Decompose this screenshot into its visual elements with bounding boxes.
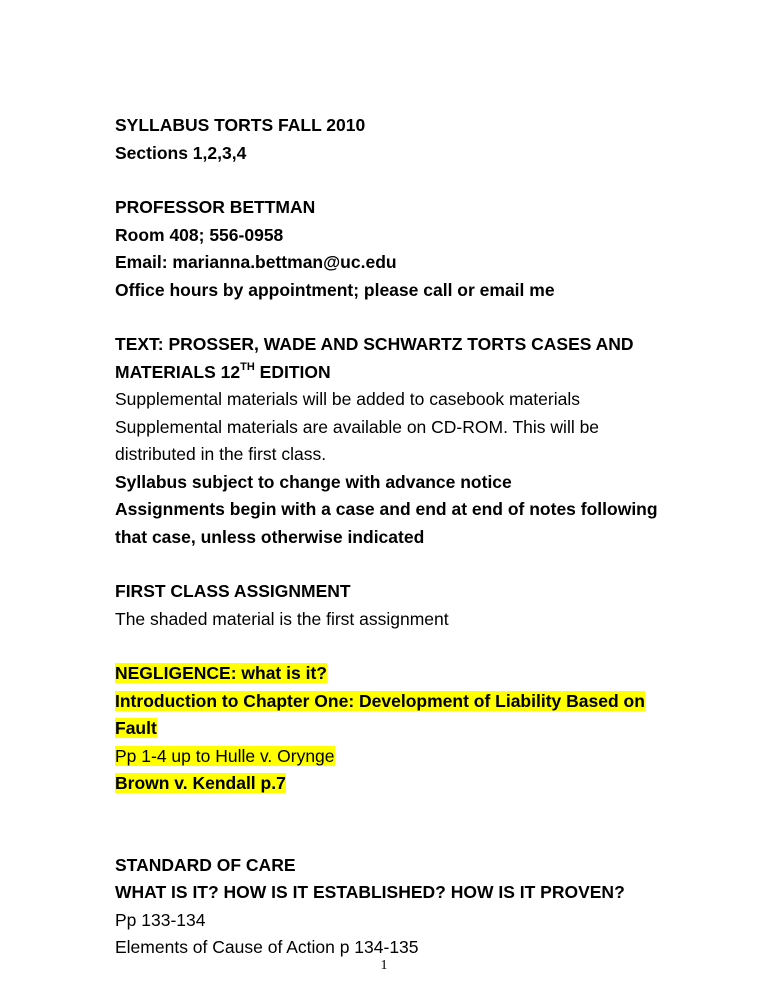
professor-room: Room 408; 556-0958 bbox=[115, 224, 284, 245]
first-class-heading: FIRST CLASS ASSIGNMENT bbox=[115, 581, 351, 601]
professor-name: PROFESSOR BETTMAN bbox=[115, 197, 316, 217]
textbook-edition-suffix: TH bbox=[240, 360, 255, 373]
textbook-line-2 bbox=[115, 359, 675, 387]
syllabus-page bbox=[115, 112, 675, 962]
standard-of-care-pages: Pp 133-134 bbox=[115, 909, 206, 930]
syllabus-title: SYLLABUS TORTS FALL 2010 bbox=[115, 115, 366, 135]
negligence-intro-text: Introduction to Chapter One: Development of Liability Based on Fault bbox=[115, 690, 645, 738]
office-hours: Office hours by appointment; please call or email me bbox=[115, 279, 555, 300]
negligence-case-text: Brown v. Kendall p.7 bbox=[115, 773, 286, 793]
change-notice: Syllabus subject to change with advance notice bbox=[115, 471, 512, 492]
textbook-edition-number: MATERIALS 12 bbox=[115, 361, 241, 382]
negligence-heading bbox=[115, 660, 675, 688]
standard-of-care-questions: WHAT IS IT? HOW IS IT ESTABLISHED? HOW IS IT PROVEN? bbox=[115, 882, 625, 902]
textbook-edition-word: EDITION bbox=[254, 361, 331, 382]
elements-of-cause: Elements of Cause of Action p 134-135 bbox=[115, 937, 419, 957]
textbook-line-1: TEXT: PROSSER, WADE AND SCHWARTZ TORTS CASES AND bbox=[115, 334, 634, 354]
supplemental-note-1: Supplemental materials will be added to casebook materials bbox=[115, 389, 580, 409]
negligence-pages bbox=[115, 743, 675, 771]
first-class-note: The shaded material is the first assignment bbox=[115, 608, 449, 629]
page-number: 1 bbox=[380, 958, 388, 973]
professor-email: Email: marianna.bettman@uc.edu bbox=[115, 252, 397, 272]
supplemental-note-2: Supplemental materials are available on CD-ROM. This will be distributed in the first class. bbox=[115, 416, 600, 464]
sections-line: Sections 1,2,3,4 bbox=[115, 142, 247, 163]
standard-of-care-heading: STANDARD OF CARE bbox=[115, 854, 296, 875]
negligence-intro bbox=[115, 688, 675, 743]
negligence-heading-text: NEGLIGENCE: what is it? bbox=[115, 663, 327, 683]
negligence-case bbox=[115, 770, 675, 798]
negligence-pages-text: Pp 1-4 up to Hulle v. Orynge bbox=[115, 745, 335, 766]
assignments-note: Assignments begin with a case and end at end of notes following that case, unless otherwise indicated bbox=[115, 499, 658, 547]
